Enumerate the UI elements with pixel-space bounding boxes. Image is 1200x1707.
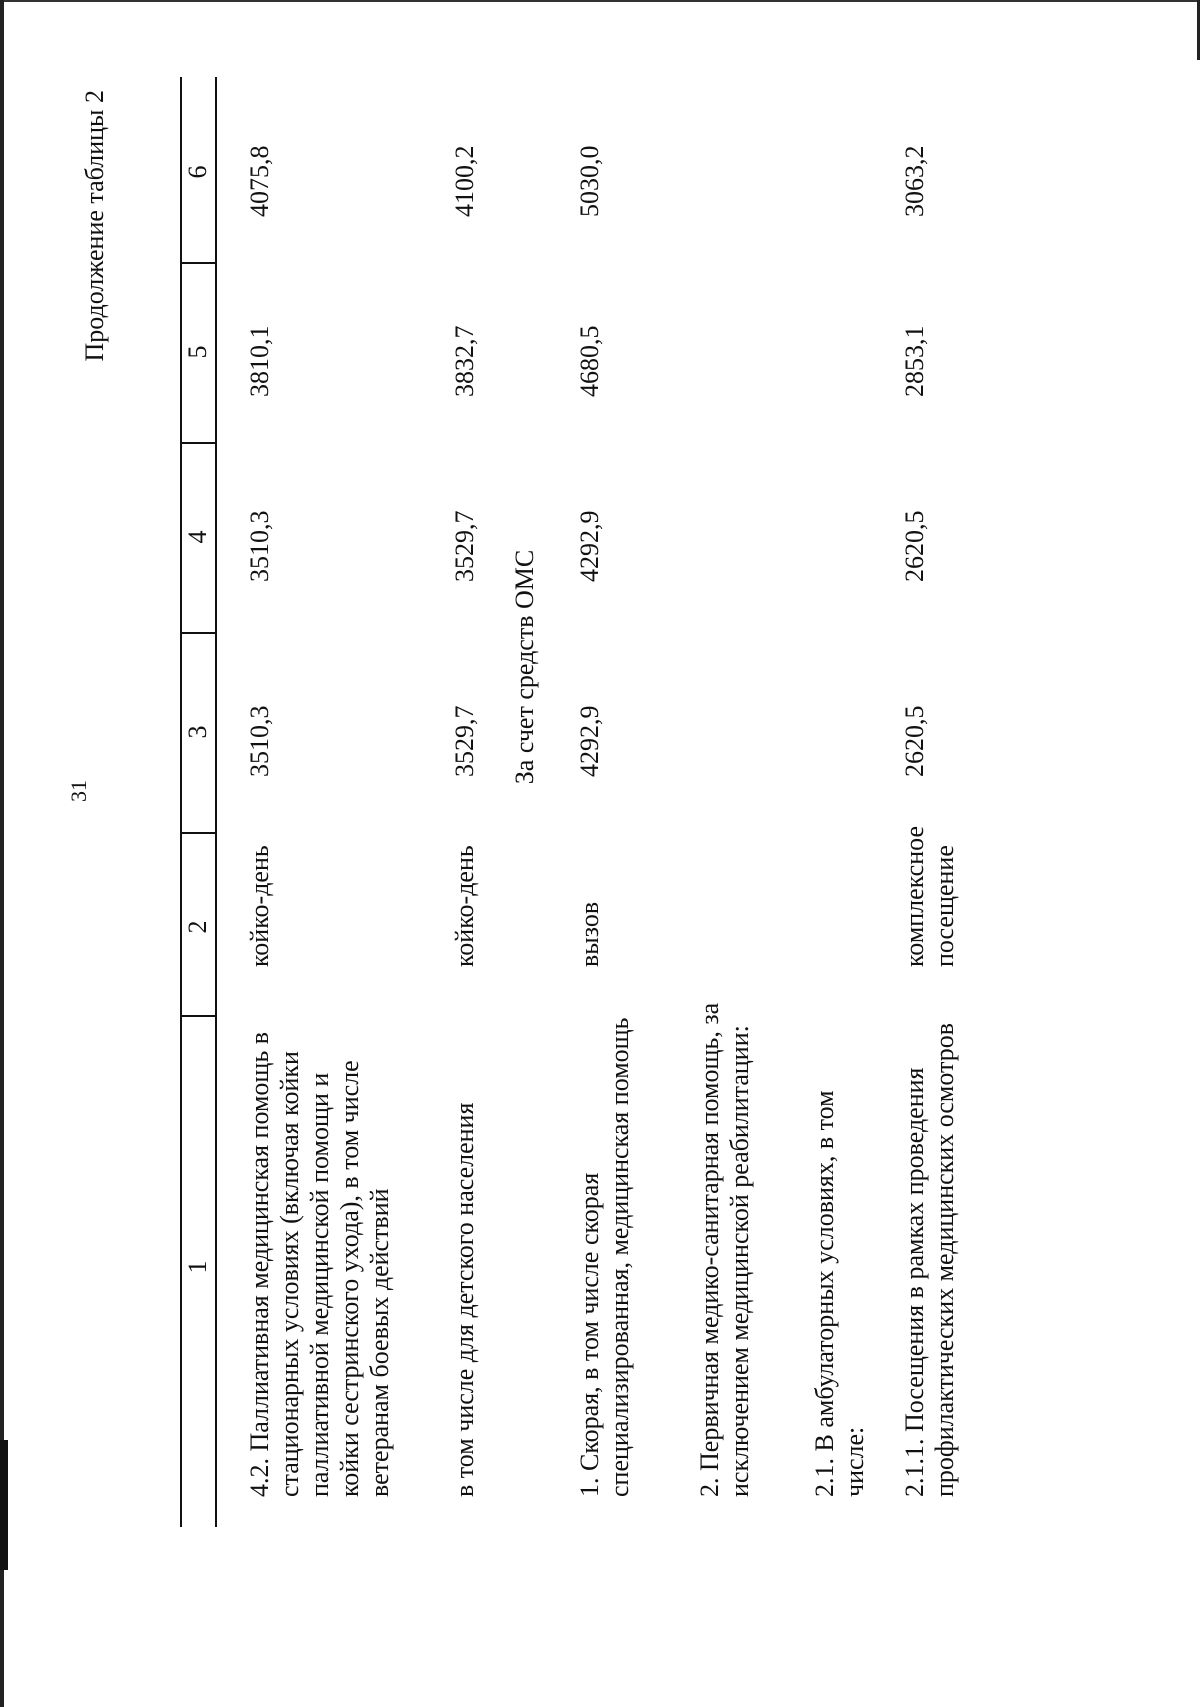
row-value-c4: 3529,7	[450, 510, 479, 582]
column-header-6: 6	[183, 165, 212, 179]
row-value-c3: 2620,5	[900, 705, 929, 777]
row-value-c5: 4680,5	[575, 325, 604, 397]
column-header-4: 4	[183, 530, 212, 544]
column-header-5: 5	[183, 345, 212, 359]
row-label-outpatient: 2.1. В амбулаторных условиях, в том числе:	[810, 1090, 869, 1497]
row-value-c6: 4075,8	[245, 145, 274, 217]
row-label-preventive-visits: 2.1.1. Посещения в рамках проведения профилактических медицинских осмотров	[900, 1023, 959, 1497]
row-value-c3: 3529,7	[450, 705, 479, 777]
row-label-palliative: 4.2. Паллиативная медицинская помощь в стационарных условиях (включая койки паллиативной медицинской помощи и койки сестринского ухода), в том числе ветеранам боевых действий	[245, 1031, 394, 1497]
row-label-primary-care: 2. Первичная медико-санитарная помощь, за исключением медицинской реабилитации:	[695, 1002, 754, 1497]
row-unit-ambulance: вызов	[575, 901, 604, 967]
page-number: 31	[66, 780, 91, 802]
row-value-c3: 3510,3	[245, 705, 274, 777]
column-header-3: 3	[183, 725, 212, 739]
row-label-ambulance: 1. Скорая, в том числе скорая специализированная, медицинская помощь	[575, 1017, 634, 1497]
row-value-c5: 2853,1	[900, 325, 929, 397]
row-unit-preventive-visits: комплексное посещение	[900, 826, 959, 967]
row-value-c4: 4292,9	[575, 510, 604, 582]
section-title-oms: За счет средств ОМС	[510, 549, 539, 785]
row-value-c3: 4292,9	[575, 705, 604, 777]
row-value-c6: 4100,2	[450, 145, 479, 217]
row-unit-palliative: койко-день	[245, 845, 274, 967]
table-continuation-caption: Продолжение таблицы 2	[80, 90, 109, 362]
row-value-c5: 3832,7	[450, 325, 479, 397]
row-unit-children: койко-день	[450, 845, 479, 967]
row-value-c4: 3510,3	[245, 510, 274, 582]
row-value-c6: 3063,2	[900, 145, 929, 217]
column-header-1: 1	[183, 1260, 212, 1274]
row-value-c6: 5030,0	[575, 145, 604, 217]
row-value-c4: 2620,5	[900, 510, 929, 582]
row-label-children: в том числе для детского населения	[450, 1102, 479, 1497]
row-value-c5: 3810,1	[245, 325, 274, 397]
column-header-2: 2	[183, 920, 212, 934]
